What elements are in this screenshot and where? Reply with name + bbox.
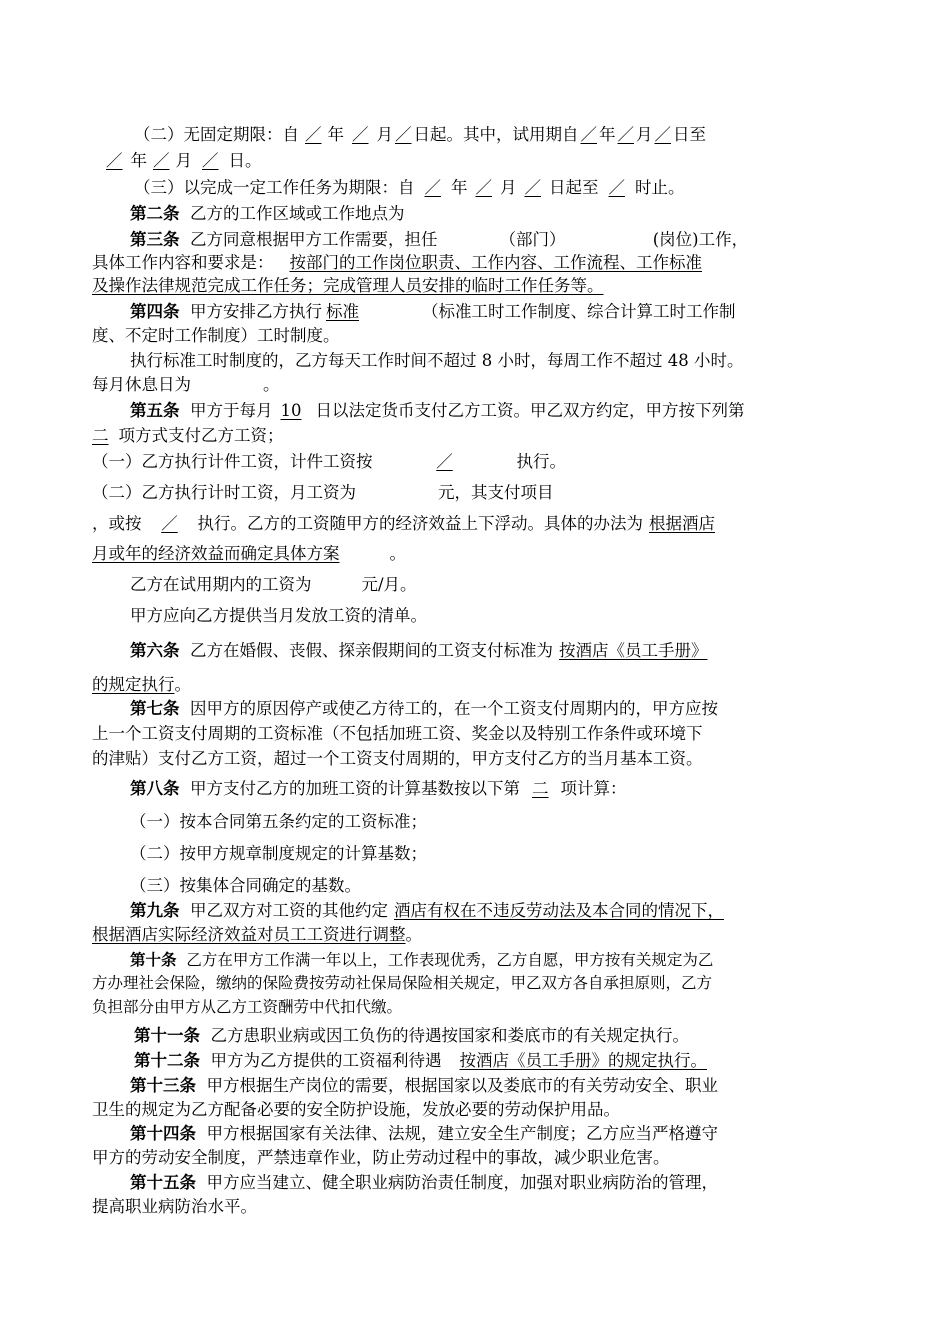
article-8: 第八条 甲方支付乙方的加班工资的计算基数按以下第 二 项计算： (130, 779, 627, 798)
salary-method-line: ，或按 ／ 执行。乙方的工资随甲方的经济效益上下浮动。具体的办法为 根据酒店 (92, 514, 715, 533)
task-term-line: （三）以完成一定工作任务为期限：自 ／ 年 ／ 月 ／ 日起至 ／ 时止。 (134, 178, 685, 197)
article-12: 第十二条 甲方为乙方提供的工资福利待遇 按酒店《员工手册》的规定执行。 (134, 1051, 707, 1070)
piece-rate-line: （一）乙方执行计件工资，计件工资按 ／ 执行。 (92, 452, 566, 471)
article-15: 第十五条 甲方应当建立、健全职业病防治责任制度，加强对职业病防治的管理， (130, 1173, 718, 1192)
article-13: 第十三条 甲方根据生产岗位的需要，根据国家以及娄底市的有关劳动安全、职业 (130, 1076, 718, 1095)
probation-date-line: ／ 年 ／ 月 ／ 日。 (106, 151, 262, 170)
article-13-cont: 卫生的规定为乙方配备必要的安全防护设施，发放必要的劳动保护用品。 (92, 1100, 620, 1119)
article-6-cont: 的规定执行。 (92, 675, 191, 694)
pay-slip-line: 甲方应向乙方提供当月发放工资的清单。 (130, 606, 427, 625)
article-10-cont-1: 方办理社会保险，缴纳的保险费按劳动社保局保险相关规定，甲乙双方各自承担原则，乙方 (92, 974, 713, 992)
rest-day-line: 每月休息日为 。 (92, 375, 280, 394)
article-3-content: 具体工作内容和要求是： 按部门的工作岗位职责、工作内容、工作流程、工作标准 (92, 253, 702, 272)
article-4-cont: 度、不定时工作制度）工时制度。 (92, 326, 340, 345)
fixed-term-line: （二）无固定期限：自 ／ 年 ／ 月 ／ 日起。其中，试用期自 ／ 年 ／ 月 ／ 日至 (134, 125, 706, 144)
article-9-cont: 根据酒店实际经济效益对员工工资进行调整。 (92, 925, 422, 944)
article-7-cont-2: 的津贴）支付乙方工资，超过一个工资支付周期的，甲方支付乙方的当月基本工资。 (92, 749, 703, 768)
article-3-content-cont: 及操作法律规范完成工作任务；完成管理人员安排的临时工作任务等。 (92, 276, 604, 295)
article-5: 第五条 甲方于每月 10 日以法定货币支付乙方工资。甲乙双方约定，甲方按下列第 (130, 401, 745, 420)
article-7-cont-1: 上一个工资支付周期的工资标准（不包括加班工资、奖金以及特别工作条件或环境下 (92, 724, 703, 743)
overtime-base-1: （一）按本合同第五条约定的工资标准； (130, 812, 427, 831)
article-10-cont-2: 负担部分由甲方从乙方工资酬劳中代扣代缴。 (92, 998, 403, 1016)
article-15-cont: 提高职业病防治水平。 (92, 1197, 257, 1216)
article-3: 第三条 乙方同意根据甲方工作需要，担任 （部门） (岗位)工作， (130, 230, 749, 249)
overtime-base-2: （二）按甲方规章制度规定的计算基数； (130, 844, 427, 863)
article-4: 第四条 甲方安排乙方执行 标准 （标准工时工作制度、综合计算工时工作制 (130, 302, 736, 321)
article-14: 第十四条 甲方根据国家有关法律、法规，建立安全生产制度；乙方应当严格遵守 (130, 1124, 718, 1143)
article-14-cont: 甲方的劳动安全制度，严禁违章作业，防止劳动过程中的事故，减少职业危害。 (92, 1148, 670, 1167)
overtime-base-3: （三）按集体合同确定的基数。 (130, 876, 361, 895)
salary-method-cont: 月或年的经济效益而确定具体方案 。 (92, 544, 406, 563)
article-6: 第六条 乙方在婚假、丧假、探亲假期间的工资支付标准为 按酒店《员工手册》 (130, 641, 708, 660)
article-10: 第十条 乙方在甲方工作满一年以上，工作表现优秀，乙方自愿，甲方按有关规定为乙 (130, 950, 714, 969)
time-rate-line: （二）乙方执行计时工资，月工资为 元，其支付项目 (92, 483, 554, 502)
article-2: 第二条 乙方的工作区域或工作地点为 (130, 204, 405, 223)
article-9: 第九条 甲乙双方对工资的其他约定 酒店有权在不违反劳动法及本合同的情况下， (130, 901, 724, 920)
article-7: 第七条 因甲方的原因停产或使乙方待工的，在一个工资支付周期内的，甲方应按 (130, 699, 718, 718)
article-5-cont: 二 项方式支付乙方工资； (92, 426, 284, 445)
article-11: 第十一条 乙方患职业病或因工负伤的待遇按国家和娄底市的有关规定执行。 (134, 1026, 689, 1045)
working-hours-line: 执行标准工时制度的，乙方每天工作时间不超过 8 小时，每周工作不超过 48 小时。 (130, 351, 744, 370)
probation-salary-line: 乙方在试用期内的工资为 元/月。 (130, 575, 417, 594)
